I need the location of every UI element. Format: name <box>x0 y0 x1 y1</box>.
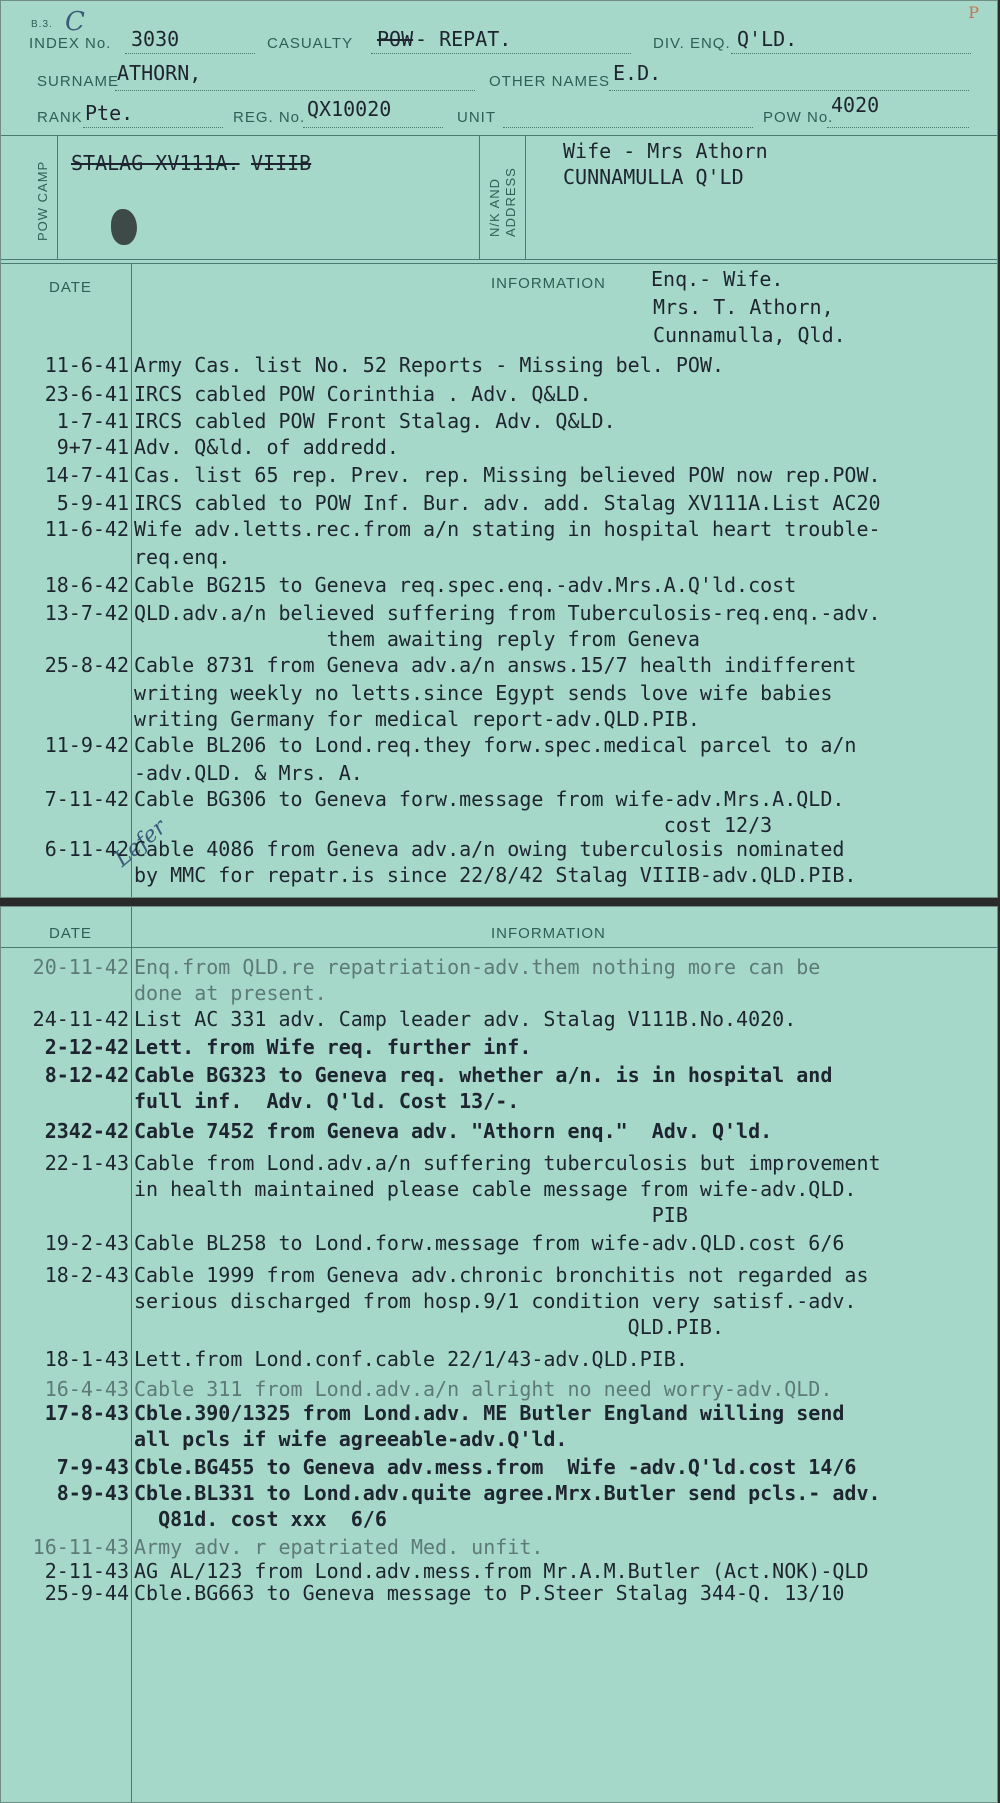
nok-line-2: CUNNAMULLA Q'LD <box>563 165 744 189</box>
enquiry-line-1: Enq.- Wife. <box>651 267 784 291</box>
entry-date: 8-9-43 <box>56 1481 129 1505</box>
entry-date: 11-9-42 <box>44 733 129 757</box>
entry-text: QLD.PIB. <box>134 1315 725 1339</box>
entry-text: Army adv. r epatriated Med. unfit. <box>134 1535 544 1559</box>
pow-no-value: 4020 <box>831 93 880 117</box>
entry-text: QLD.adv.a/n believed suffering from Tuberculosis-req.enq.-adv. <box>134 601 881 625</box>
date-header: DATE <box>49 279 92 296</box>
date-header: DATE <box>49 925 92 942</box>
entry-text: Cable BG215 to Geneva req.spec.enq.-adv.Mrs.A.Q'ld.cost <box>134 573 797 597</box>
entry-text: writing weekly no letts.since Egypt sends love wife babies <box>134 681 833 705</box>
casualty-label: CASUALTY <box>267 35 354 52</box>
entry-date: 18-6-42 <box>44 573 129 597</box>
surname-value: ATHORN, <box>117 61 202 85</box>
information-header: INFORMATION <box>491 275 606 292</box>
entry-date: 14-7-41 <box>44 463 129 487</box>
entry-date: 5-9-41 <box>56 491 129 515</box>
entry-date: 24-11-42 <box>32 1007 129 1031</box>
pow-camp-value: VIIIB <box>251 151 312 175</box>
entry-date: 19-2-43 <box>44 1231 129 1255</box>
entry-date: 2-11-43 <box>44 1559 129 1583</box>
entry-date: 25-9-44 <box>44 1581 129 1605</box>
pow-camp-struck: STALAG XV111A. <box>71 151 240 175</box>
form-code: B.3. <box>31 19 53 30</box>
entry-text: Cable BL206 to Lond.req.they forw.spec.medical parcel to a/n <box>134 733 857 757</box>
div-enq-label: DIV. ENQ. <box>653 35 731 52</box>
entry-text: Cable BG323 to Geneva req. whether a/n. is in hospital and <box>134 1063 833 1087</box>
entry-text: writing Germany for medical report-adv.QLD.PIB. <box>134 707 700 731</box>
entry-text: Wife adv.letts.rec.from a/n stating in hospital heart trouble- <box>134 517 881 541</box>
entry-text: Cable 7452 from Geneva adv. "Athorn enq." Adv. Q'ld. <box>134 1119 773 1143</box>
entry-date: 11-6-41 <box>44 353 129 377</box>
entry-text: cost 12/3 <box>134 813 773 837</box>
entry-date: 7-9-43 <box>56 1455 129 1479</box>
entry-text: IRCS cabled POW Front Stalag. Adv. Q&LD. <box>134 409 616 433</box>
entry-date: 16-4-43 <box>44 1377 129 1401</box>
entry-date: 6-11-42 <box>44 837 129 861</box>
entry-date: 7-11-42 <box>44 787 129 811</box>
entry-date: 16-11-43 <box>32 1535 129 1559</box>
index-value: 3030 <box>131 27 180 51</box>
entry-text: AG AL/123 from Lond.adv.mess.from Mr.A.M.Butler (Act.NOK)-QLD <box>134 1559 869 1583</box>
entry-text: Cble.BG455 to Geneva adv.mess.from Wife -adv.Q'ld.cost 14/6 <box>134 1455 857 1479</box>
entry-text: Enq.from QLD.re repatriation-adv.them nothing more can be <box>134 955 821 979</box>
rank-value: Pte. <box>85 101 134 125</box>
entry-date: 2-12-42 <box>44 1035 129 1059</box>
entry-date: 22-1-43 <box>44 1151 129 1175</box>
entry-text: serious discharged from hosp.9/1 condition very satisf.-adv. <box>134 1289 857 1313</box>
entry-text: them awaiting reply from Geneva <box>134 627 700 651</box>
entry-text: IRCS cabled POW Corinthia . Adv. Q&LD. <box>134 382 592 406</box>
entry-text: Cble.BG663 to Geneva message to P.Steer Stalag 344-Q. 13/10 <box>134 1581 845 1605</box>
entry-text: List AC 331 adv. Camp leader adv. Stalag V111B.No.4020. <box>134 1007 797 1031</box>
pow-no-label: POW No. <box>763 109 834 126</box>
entry-text: -adv.QLD. & Mrs. A. <box>134 761 363 785</box>
nok-label-line2: ADDRESS <box>503 167 518 237</box>
entry-date: 8-12-42 <box>44 1063 129 1087</box>
reg-no-label: REG. No. <box>233 109 306 126</box>
punch-hole <box>111 209 137 245</box>
nok-label-line1: N/K AND <box>487 177 502 237</box>
information-header: INFORMATION <box>491 925 606 942</box>
red-pencil-mark: P <box>968 3 979 22</box>
entry-text: Cble.390/1325 from Lond.adv. ME Butler England willing send <box>134 1401 845 1425</box>
entry-text: Army Cas. list No. 52 Reports - Missing bel. POW. <box>134 353 725 377</box>
nok-line-1: Wife - Mrs Athorn <box>563 139 768 163</box>
entry-text: done at present. <box>134 981 327 1005</box>
casualty-value: - REPAT. <box>415 27 512 51</box>
handwritten-note: Lefer <box>109 814 172 873</box>
entry-text: Lett.from Lond.conf.cable 22/1/43-adv.QLD.PIB. <box>134 1347 688 1371</box>
entry-text: by MMC for repatr.is since 22/8/42 Stalag VIIIB-adv.QLD.PIB. <box>134 863 857 887</box>
entry-text: Cable 8731 from Geneva adv.a/n answs.15/7 health indifferent <box>134 653 857 677</box>
entry-text: Cable BL258 to Lond.forw.message from wife-adv.QLD.cost 6/6 <box>134 1231 845 1255</box>
other-names-label: OTHER NAMES <box>489 73 611 90</box>
entry-date: 11-6-42 <box>44 517 129 541</box>
entry-text: Cas. list 65 rep. Prev. rep. Missing believed POW now rep.POW. <box>134 463 881 487</box>
entry-date: 18-1-43 <box>44 1347 129 1371</box>
div-enq-value: Q'LD. <box>737 27 798 51</box>
reg-no-value: QX10020 <box>307 97 392 121</box>
entry-date: 1-7-41 <box>56 409 129 433</box>
entry-text: PIB <box>134 1203 688 1227</box>
entry-text: full inf. Adv. Q'ld. Cost 13/-. <box>134 1089 520 1113</box>
entry-text: in health maintained please cable message from wife-adv.QLD. <box>134 1177 857 1201</box>
entry-text: IRCS cabled to POW Inf. Bur. adv. add. Stalag XV111A.List AC20 <box>134 491 881 515</box>
entry-text: Lett. from Wife req. further inf. <box>134 1035 532 1059</box>
entry-text: Cable 4086 from Geneva adv.a/n owing tuberculosis nominated <box>134 837 845 861</box>
pow-camp-label: POW CAMP <box>35 160 50 241</box>
entry-text: Cble.BL331 to Lond.adv.quite agree.Mrx.Butler send pcls.- adv. <box>134 1481 881 1505</box>
entry-text: all pcls if wife agreeable-adv.Q'ld. <box>134 1427 568 1451</box>
class-letter: C <box>65 7 85 37</box>
entry-text: Cable BG306 to Geneva forw.message from wife-adv.Mrs.A.QLD. <box>134 787 845 811</box>
enquiry-line-3: Cunnamulla, Qld. <box>653 323 846 347</box>
entry-date: 13-7-42 <box>44 601 129 625</box>
surname-label: SURNAME <box>37 73 120 90</box>
entry-date: 9+7-41 <box>56 435 129 459</box>
entry-text: Cable from Lond.adv.a/n suffering tuberculosis but improvement <box>134 1151 881 1175</box>
enquiry-line-2: Mrs. T. Athorn, <box>653 295 834 319</box>
record-card-front <box>0 0 998 898</box>
entry-date: 18-2-43 <box>44 1263 129 1287</box>
entry-date: 25-8-42 <box>44 653 129 677</box>
record-card-back <box>0 906 998 1803</box>
unit-label: UNIT <box>457 109 496 126</box>
rank-label: RANK <box>37 109 83 126</box>
casualty-struck: POW <box>377 27 414 51</box>
entry-text: req.enq. <box>134 545 231 569</box>
entry-text: Cable 311 from Lond.adv.a/n alright no need worry-adv.QLD. <box>134 1377 833 1401</box>
index-label: INDEX No. <box>29 35 112 52</box>
entry-date: 23-6-41 <box>44 382 129 406</box>
entry-date: 2342-42 <box>44 1119 129 1143</box>
other-names-value: E.D. <box>613 61 662 85</box>
entry-text: Q81d. cost xxx 6/6 <box>134 1507 387 1531</box>
entry-text: Cable 1999 from Geneva adv.chronic bronchitis not regarded as <box>134 1263 869 1287</box>
entry-date: 17-8-43 <box>44 1401 129 1425</box>
entry-date: 20-11-42 <box>32 955 129 979</box>
entry-text: Adv. Q&ld. of addredd. <box>134 435 399 459</box>
